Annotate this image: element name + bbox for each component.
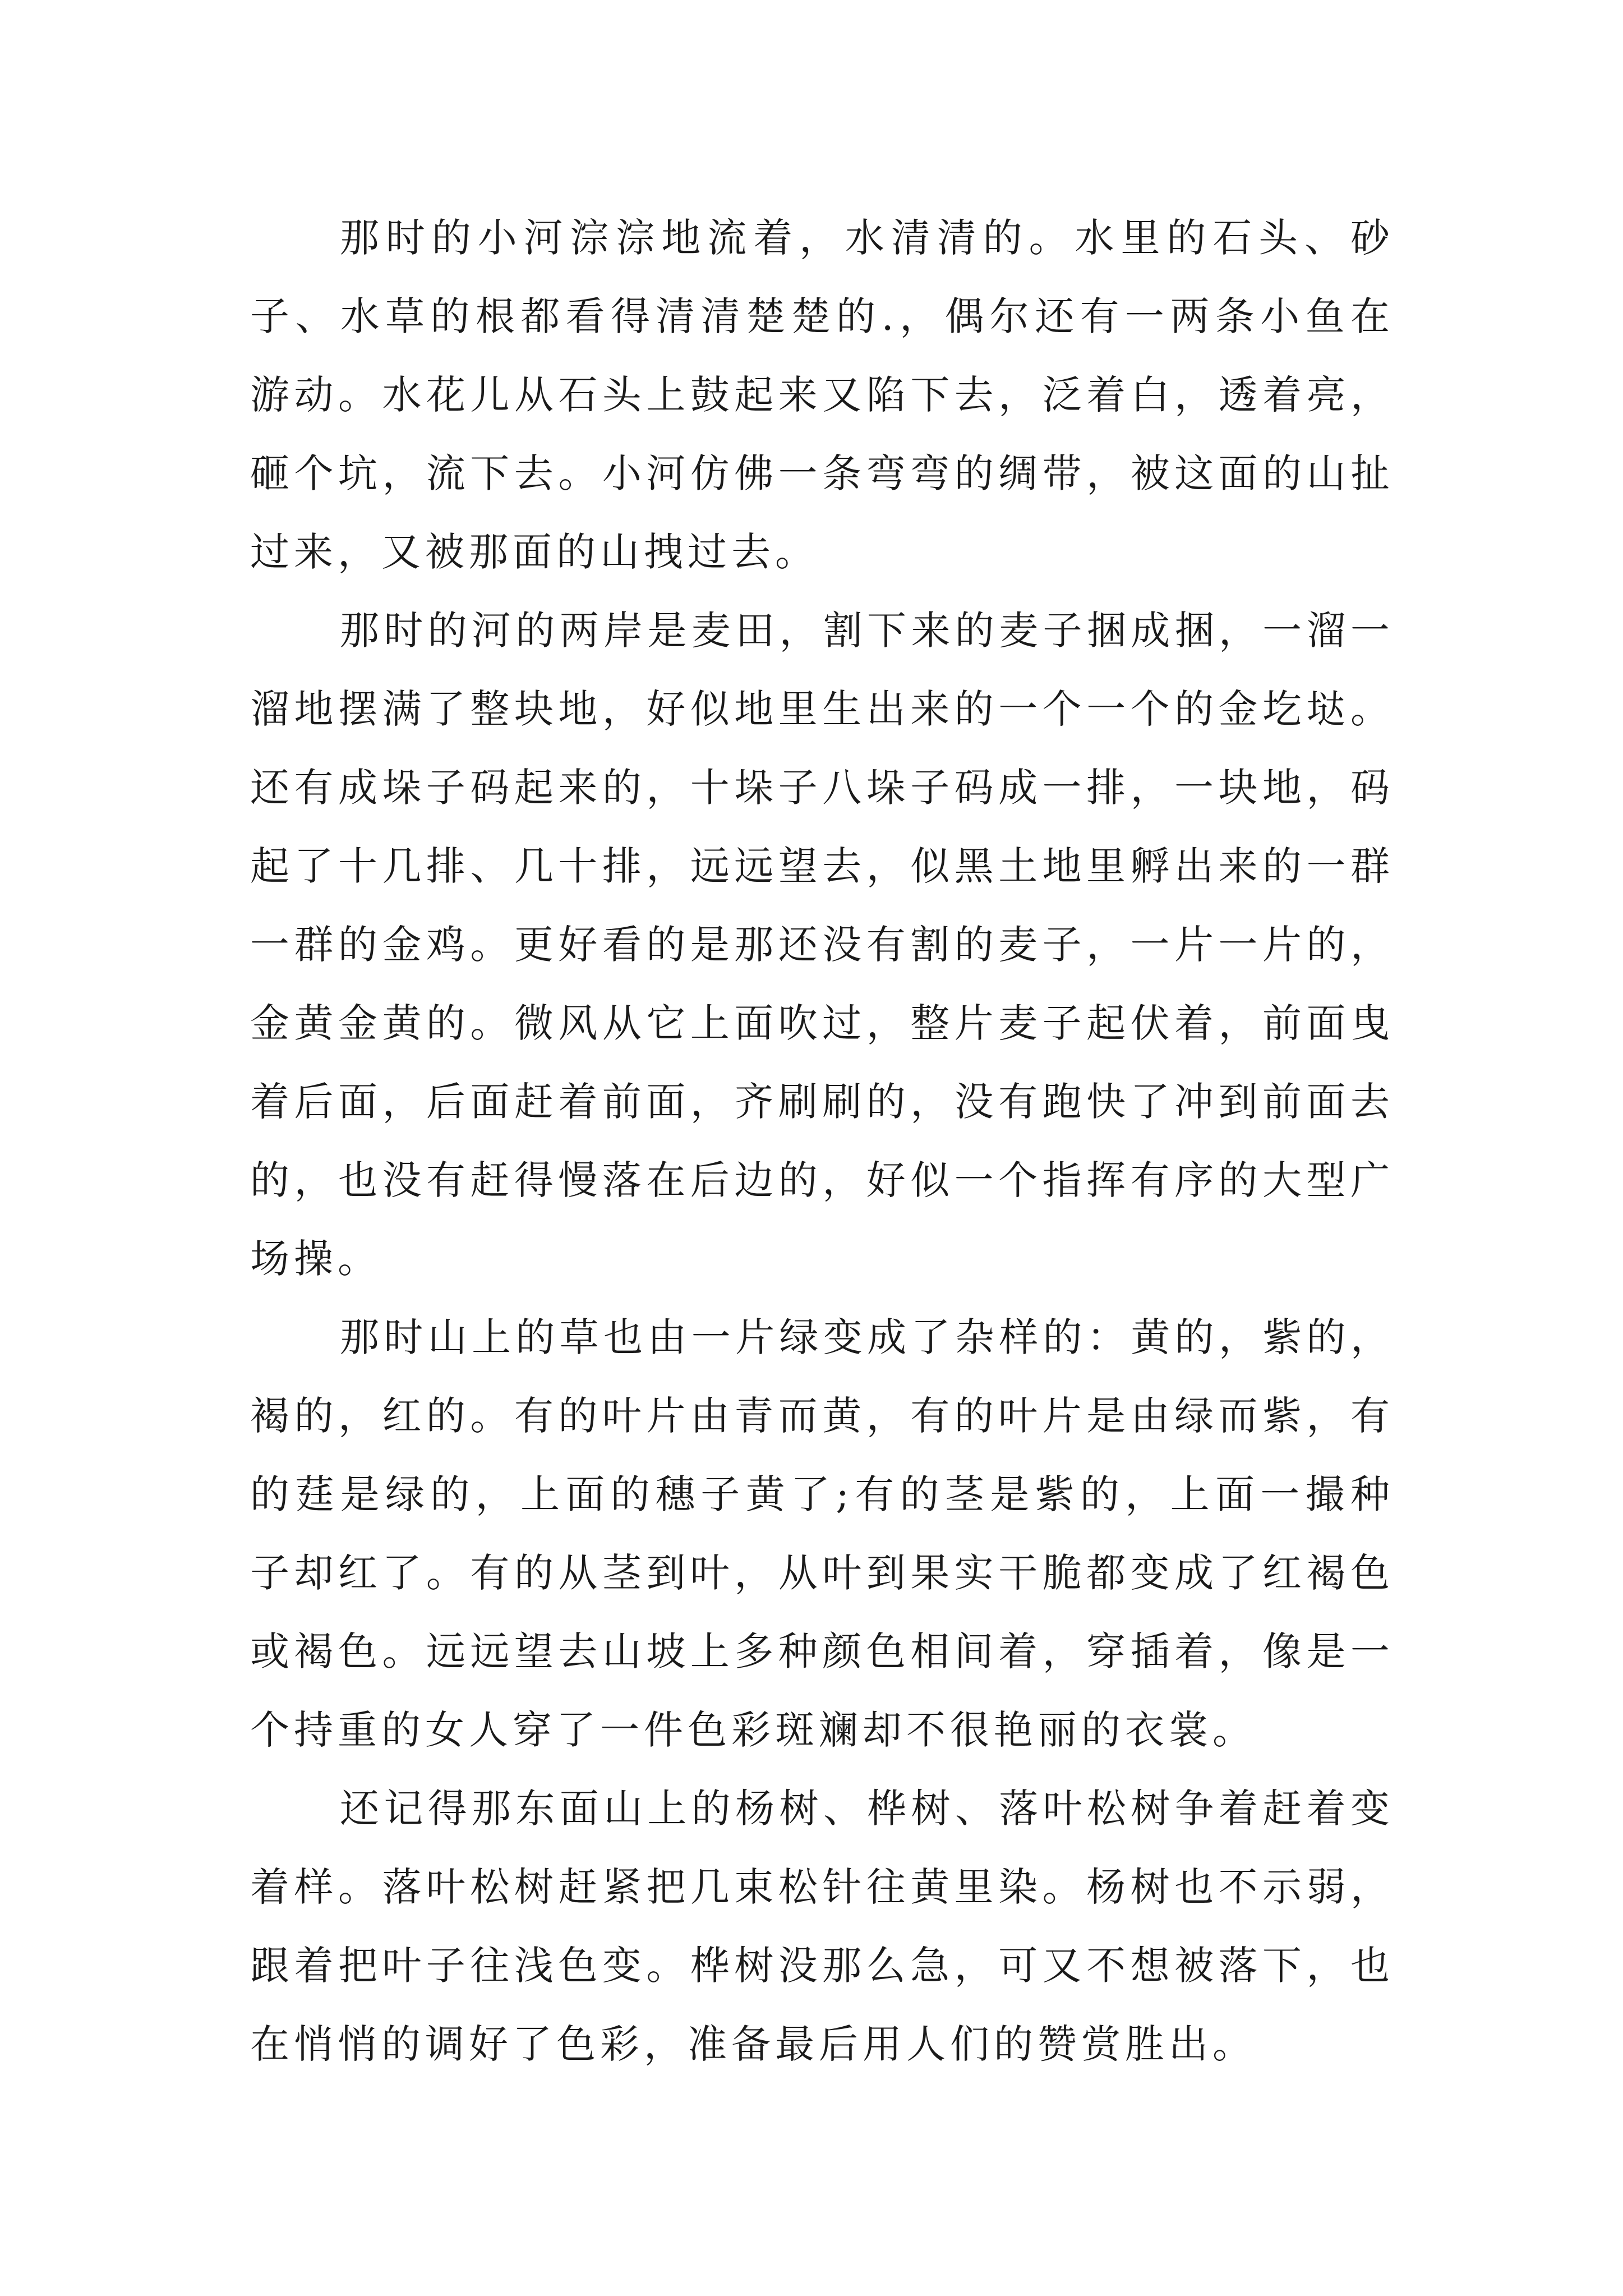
paragraph-2: 那时的河的两岸是麦田，割下来的麦子捆成捆，一溜一溜地摆满了整块地，好似地里生出来的一个一个的金圪垯。还有成垛子码起来的，十垛子八垛子码成一排，一块地，码起了十几排、几十排，远远望去，似黑土地里孵出来的一群一群的金鸡。更好看的是那还没有割的麦子，一片一片的，金黄金黄的。微风从它上面吹过，整片麦子起伏着，前面曳着后面，后面赶着前面，齐刷刷的，没有跑快了冲到前面去的，也没有赶得慢落在后边的，好似一个指挥有序的大型广场操。 — [250, 608, 1394, 1282]
paragraph-3: 那时山上的草也由一片绿变成了杂样的：黄的，紫的，褐的，红的。有的叶片由青而黄，有的叶片是由绿而紫，有的莛是绿的，上面的穗子黄了;有的茎是紫的，上面一撮种子却红了。有的从茎到叶，从叶到果实干脆都变成了红褐色或褐色。远远望去山坡上多种颜色相间着，穿插着，像是一个持重的女人穿了一件色彩斑斓却不很艳丽的衣裳。 — [250, 1314, 1394, 1753]
document-body — [250, 199, 1394, 2083]
paragraph-1: 那时的小河淙淙地流着，水清清的。水里的石头、砂子、水草的根都看得清清楚楚的.，偶尔还有一两条小鱼在游动。水花儿从石头上鼓起来又陷下去，泛着白，透着亮，砸个坑，流下去。小河仿佛一条弯弯的绸带，被这面的山扯过来，又被那面的山拽过去。 — [250, 215, 1394, 575]
paragraph-4: 还记得那东面山上的杨树、桦树、落叶松树争着赶着变着样。落叶松树赶紧把几束松针往黄里染。杨树也不示弱，跟着把叶子往浅色变。桦树没那么急，可又不想被落下，也在悄悄的调好了色彩，准备最后用人们的赞赏胜出。 — [250, 1786, 1394, 2067]
